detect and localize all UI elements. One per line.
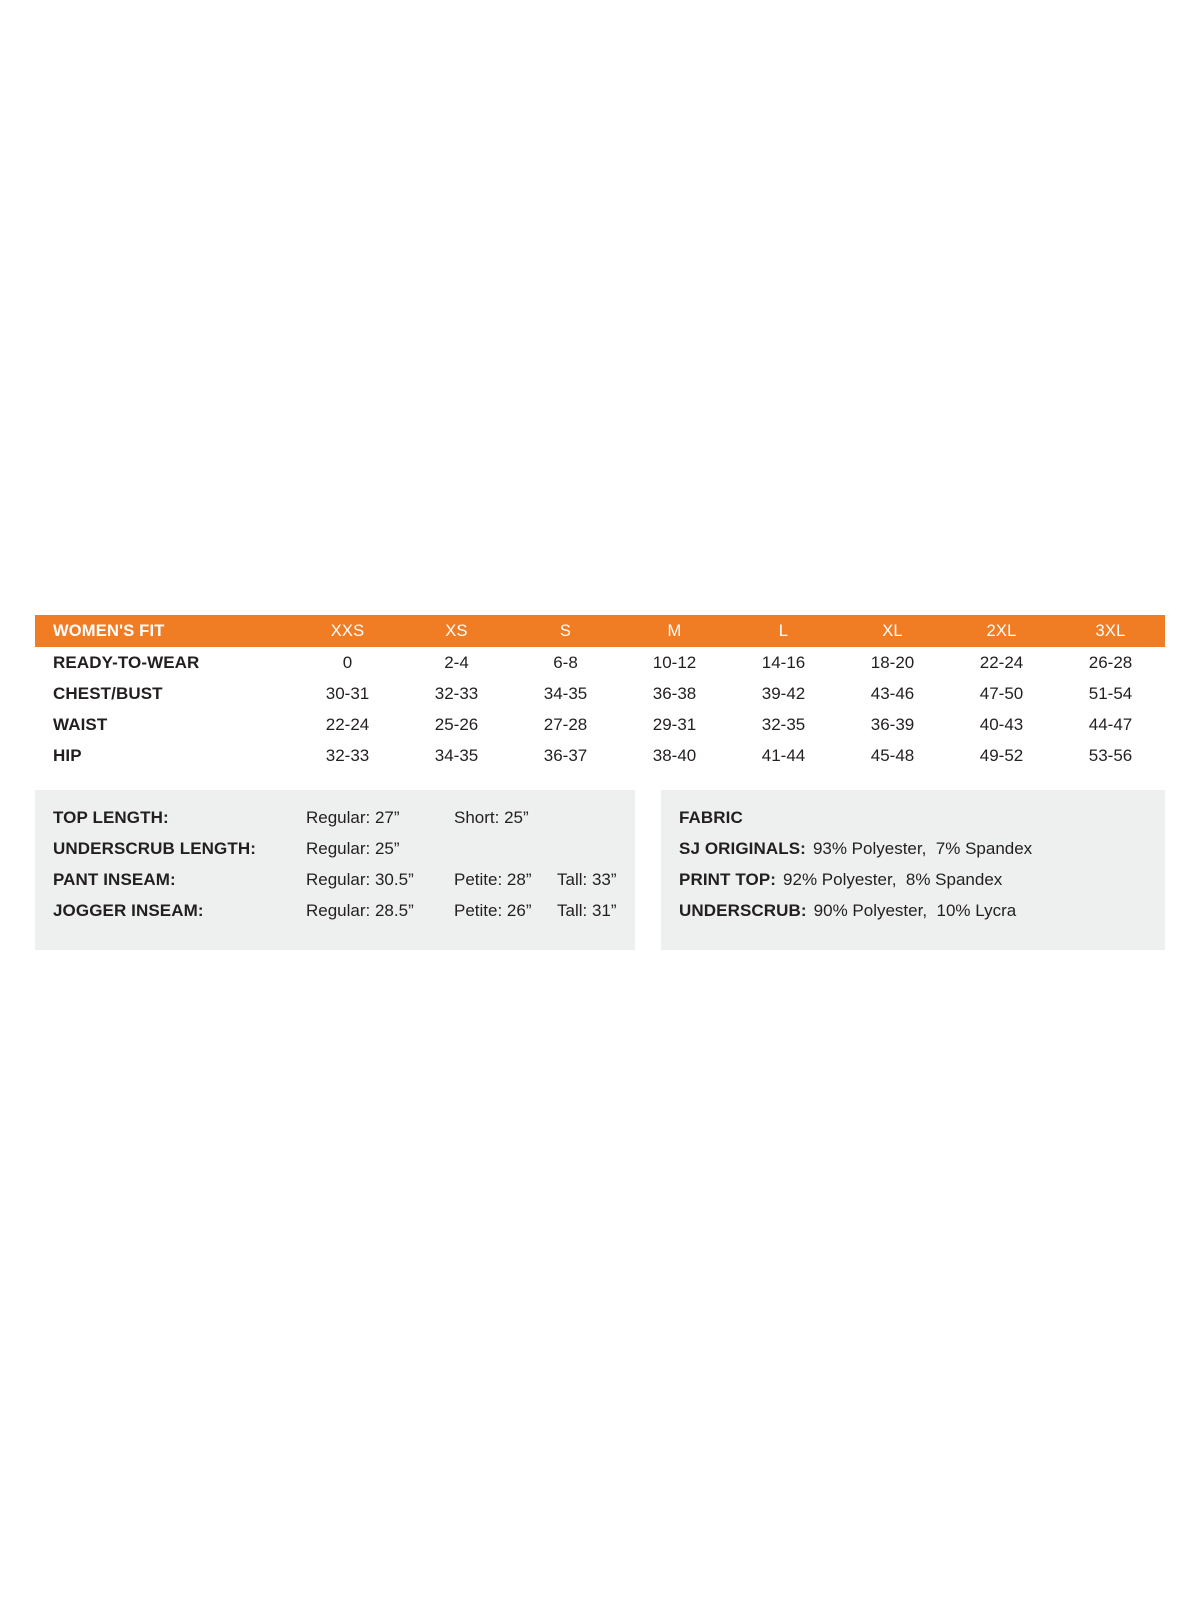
- fabric-panel-title-row: [679, 808, 1165, 839]
- fabric-value-underscrub: 90% Polyester, 10% Lycra: [813, 901, 1017, 920]
- cell-ready-to-wear-2xl: 22-24: [979, 652, 1024, 672]
- cell-hip-l: 41-44: [761, 745, 806, 765]
- column-header-xs: XS: [445, 621, 468, 640]
- cell-hip-xxs: 32-33: [325, 745, 370, 765]
- measurement-values-top-length: [306, 808, 657, 828]
- table-header-row: [35, 615, 1165, 647]
- cell-ready-to-wear-xxs: 0: [342, 652, 353, 672]
- measurement-value-pant-inseam-tall: Tall: 33”: [557, 870, 617, 889]
- table-row: [35, 678, 1165, 709]
- fabric-value-sj-originals: 93% Polyester, 7% Spandex: [812, 839, 1033, 858]
- measurement-row-jogger-inseam: [53, 901, 635, 932]
- column-header-l: L: [778, 621, 789, 640]
- cell-waist-2xl: 40-43: [979, 714, 1024, 734]
- cell-hip-m: 38-40: [652, 745, 697, 765]
- cell-hip-xl: 45-48: [870, 745, 915, 765]
- cell-waist-s: 27-28: [543, 714, 588, 734]
- size-guide-sheet: [35, 615, 1165, 950]
- measurement-label-pant-inseam: PANT INSEAM:: [53, 870, 176, 889]
- table-row: [35, 709, 1165, 740]
- fabric-panel: [661, 790, 1165, 950]
- measurement-row-underscrub-length: [53, 839, 635, 870]
- table-row: [35, 740, 1165, 771]
- row-label-hip: HIP: [53, 745, 82, 765]
- measurement-values-underscrub-length: [306, 839, 657, 859]
- fabric-panel-title: FABRIC: [679, 808, 743, 827]
- fabric-row-print-top: [679, 870, 1165, 901]
- row-label-chest-bust: CHEST/BUST: [53, 683, 163, 703]
- size-chart-table: [35, 615, 1165, 771]
- measurement-label-top-length: TOP LENGTH:: [53, 808, 169, 827]
- cell-chest-bust-xxs: 30-31: [325, 683, 370, 703]
- cell-chest-bust-xs: 32-33: [434, 683, 479, 703]
- measurement-values-jogger-inseam: [306, 901, 657, 921]
- cell-hip-3xl: 53-56: [1088, 745, 1133, 765]
- fabric-label-print-top: PRINT TOP:: [679, 870, 777, 889]
- measurement-value-top-length-regular: Regular: 27”: [306, 808, 400, 827]
- cell-waist-xs: 25-26: [434, 714, 479, 734]
- measurement-value-jogger-inseam-petite: Petite: 26”: [454, 901, 532, 920]
- measurement-value-jogger-inseam-regular: Regular: 28.5”: [306, 901, 414, 920]
- cell-chest-bust-m: 36-38: [652, 683, 697, 703]
- cell-ready-to-wear-3xl: 26-28: [1088, 652, 1133, 672]
- fabric-row-underscrub: [679, 901, 1165, 932]
- measurement-value-top-length-tall: [557, 808, 657, 828]
- measurement-value-top-length-short: Short: 25”: [454, 808, 529, 827]
- measurement-value-underscrub-length-short: [454, 839, 557, 859]
- column-header-xxs: XXS: [330, 621, 365, 640]
- info-panels: [35, 790, 1165, 950]
- measurement-label-jogger-inseam: JOGGER INSEAM:: [53, 901, 204, 920]
- fabric-label-sj-originals: SJ ORIGINALS:: [679, 839, 806, 858]
- cell-waist-l: 32-35: [761, 714, 806, 734]
- measurement-value-underscrub-length-regular: Regular: 25”: [306, 839, 400, 858]
- measurement-row-pant-inseam: [53, 870, 635, 901]
- fabric-label-underscrub: UNDERSCRUB:: [679, 901, 807, 920]
- fabric-row-sj-originals: [679, 839, 1165, 870]
- cell-waist-xl: 36-39: [870, 714, 915, 734]
- cell-waist-3xl: 44-47: [1088, 714, 1133, 734]
- measurement-values-pant-inseam: [306, 870, 657, 890]
- size-chart-title: WOMEN'S FIT: [53, 621, 165, 640]
- measurement-row-top-length: [53, 808, 635, 839]
- cell-hip-xs: 34-35: [434, 745, 479, 765]
- cell-ready-to-wear-s: 6-8: [553, 652, 578, 672]
- cell-ready-to-wear-l: 14-16: [761, 652, 806, 672]
- cell-chest-bust-xl: 43-46: [870, 683, 915, 703]
- cell-ready-to-wear-xs: 2-4: [444, 652, 469, 672]
- cell-chest-bust-3xl: 51-54: [1088, 683, 1133, 703]
- cell-hip-2xl: 49-52: [979, 745, 1024, 765]
- cell-chest-bust-s: 34-35: [543, 683, 588, 703]
- measurement-value-jogger-inseam-tall: Tall: 31”: [557, 901, 617, 920]
- cell-waist-xxs: 22-24: [325, 714, 370, 734]
- cell-chest-bust-l: 39-42: [761, 683, 806, 703]
- column-header-2xl: 2XL: [986, 621, 1017, 640]
- column-header-m: M: [667, 621, 682, 640]
- cell-ready-to-wear-xl: 18-20: [870, 652, 915, 672]
- cell-chest-bust-2xl: 47-50: [979, 683, 1024, 703]
- cell-hip-s: 36-37: [543, 745, 588, 765]
- measurement-value-pant-inseam-regular: Regular: 30.5”: [306, 870, 414, 889]
- measurements-panel: [35, 790, 635, 950]
- measurement-value-pant-inseam-petite: Petite: 28”: [454, 870, 532, 889]
- column-header-s: S: [559, 621, 572, 640]
- row-label-waist: WAIST: [53, 714, 108, 734]
- column-header-xl: XL: [882, 621, 903, 640]
- table-row: [35, 647, 1165, 678]
- cell-waist-m: 29-31: [652, 714, 697, 734]
- fabric-value-print-top: 92% Polyester, 8% Spandex: [783, 870, 1003, 889]
- row-label-ready-to-wear: READY-TO-WEAR: [53, 652, 200, 672]
- measurement-value-underscrub-length-tall: [557, 839, 657, 859]
- measurement-label-underscrub-length: UNDERSCRUB LENGTH:: [53, 839, 256, 858]
- cell-ready-to-wear-m: 10-12: [652, 652, 697, 672]
- column-header-3xl: 3XL: [1095, 621, 1126, 640]
